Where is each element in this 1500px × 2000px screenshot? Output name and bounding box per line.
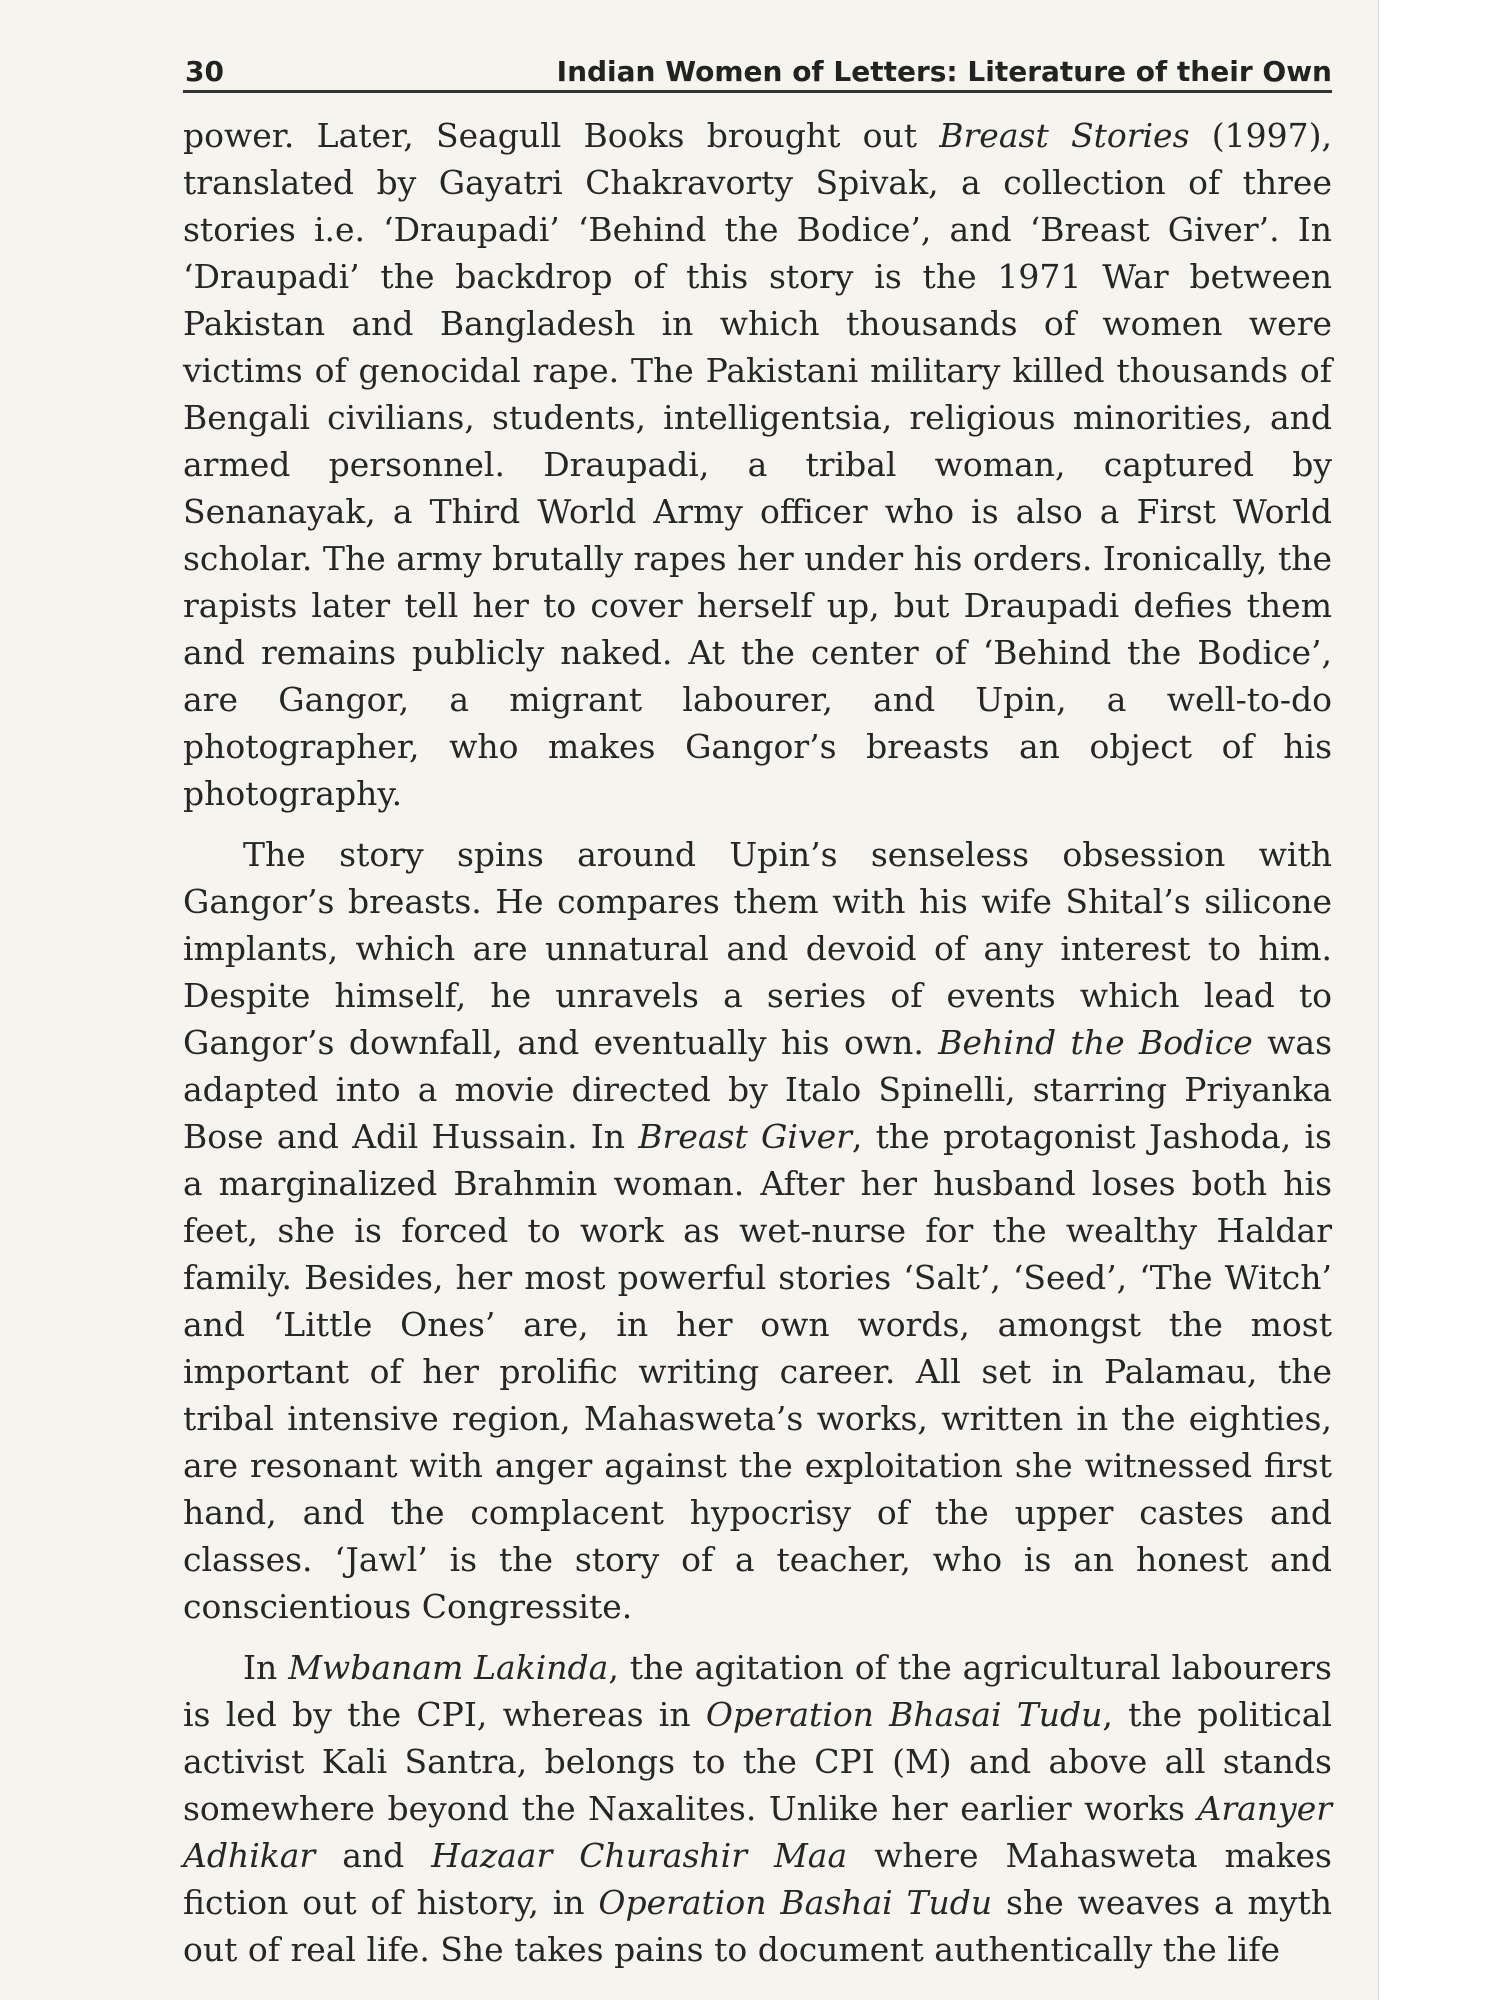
- paragraph: [183, 1644, 1332, 1973]
- paragraph: [183, 112, 1332, 817]
- running-header: [185, 44, 1332, 88]
- running-title: Indian Women of Letters: Literature of their Own: [556, 55, 1332, 88]
- italic-title: Operation Bashai Tudu: [598, 1883, 993, 1922]
- text-run: (1997), translated by Gayatri Chakravorty Spivak, a collection of three stories i.e. ‘Draupadi’ ‘Behind the Bodice’, and ‘Breast Giver’. In ‘Draupadi’ the backdrop of this story is the 1971 War between Pakistan and Bangladesh in which thousands of women were victims of genocidal rape. The Pakistani military killed thousands of Bengali civilians, students, intelligentsia, religious minorities, and armed personnel. Draupadi, a tribal woman, captured by Senanayak, a Third World Army officer who is also a First World scholar. The army brutally rapes her under his orders. Ironically, the rapists later tell her to cover herself up, but Draupadi defies them and remains publicly naked. At the center of ‘Behind the Bodice’, are Gangor, a migrant labourer, and Upin, a well-to-do photographer, who makes Gangor’s breasts an object of his photography.: [183, 116, 1333, 813]
- text-run: , the agitation of the agricultural labourers is led by the CPI, whereas in: [183, 1648, 1332, 1734]
- text-run: The story spins around Upin’s senseless obsession with Gangor’s breasts. He compares them with his wife Shital’s silicone implants, which are unnatural and devoid of any interest to him. Despite himself, he unravels a series of events which lead to Gangor’s downfall, and eventually his own.: [183, 835, 1332, 1062]
- text-run: was adapted into a movie directed by Italo Spinelli, starring Priyanka Bose and Adil Hussain. In: [183, 1023, 1333, 1156]
- italic-title: Behind the Bodice: [938, 1023, 1253, 1062]
- italic-title: Breast Stories: [939, 116, 1190, 155]
- italic-title: Aranyer Adhikar: [183, 1789, 1332, 1875]
- text-run: In: [243, 1648, 289, 1687]
- text-run: , the political activist Kali Santra, belongs to the CPI (M) and above all stands somewhere beyond the Naxalites. Unlike her earlier works: [183, 1695, 1333, 1828]
- paragraph: [183, 831, 1332, 1630]
- italic-title: Hazaar Churashir Maa: [431, 1836, 848, 1875]
- text-run: , the protagonist Jashoda, is a marginalized Brahmin woman. After her husband loses both his feet, she is forced to work as wet-nurse for the wealthy Haldar family. Besides, her most powerful stories ‘Salt’, ‘Seed’, ‘The Witch’ and ‘Little Ones’ are, in her own words, amongst the most important of her prolific writing career. All set in Palamau, the tribal intensive region, Mahasweta’s works, written in the eighties, are resonant with anger against the exploitation she witnessed first hand, and the complacent hypocrisy of the upper castes and classes. ‘Jawl’ is the story of a teacher, who is an honest and conscientious Congressite.: [183, 1117, 1332, 1626]
- text-run: where Mahasweta makes fiction out of history, in: [183, 1836, 1332, 1922]
- body-text: [183, 112, 1332, 1973]
- header-rule: [183, 90, 1332, 93]
- italic-title: Operation Bhasai Tudu: [705, 1695, 1103, 1734]
- italic-title: Breast Giver: [638, 1117, 852, 1156]
- text-run: and: [315, 1836, 432, 1875]
- text-run: power. Later, Seagull Books brought out: [183, 116, 940, 155]
- page-number: 30: [185, 55, 224, 88]
- italic-title: Mwbanam Lakinda: [288, 1648, 609, 1687]
- text-run: she weaves a myth out of real life. She takes pains to document authentically the life: [183, 1883, 1333, 1969]
